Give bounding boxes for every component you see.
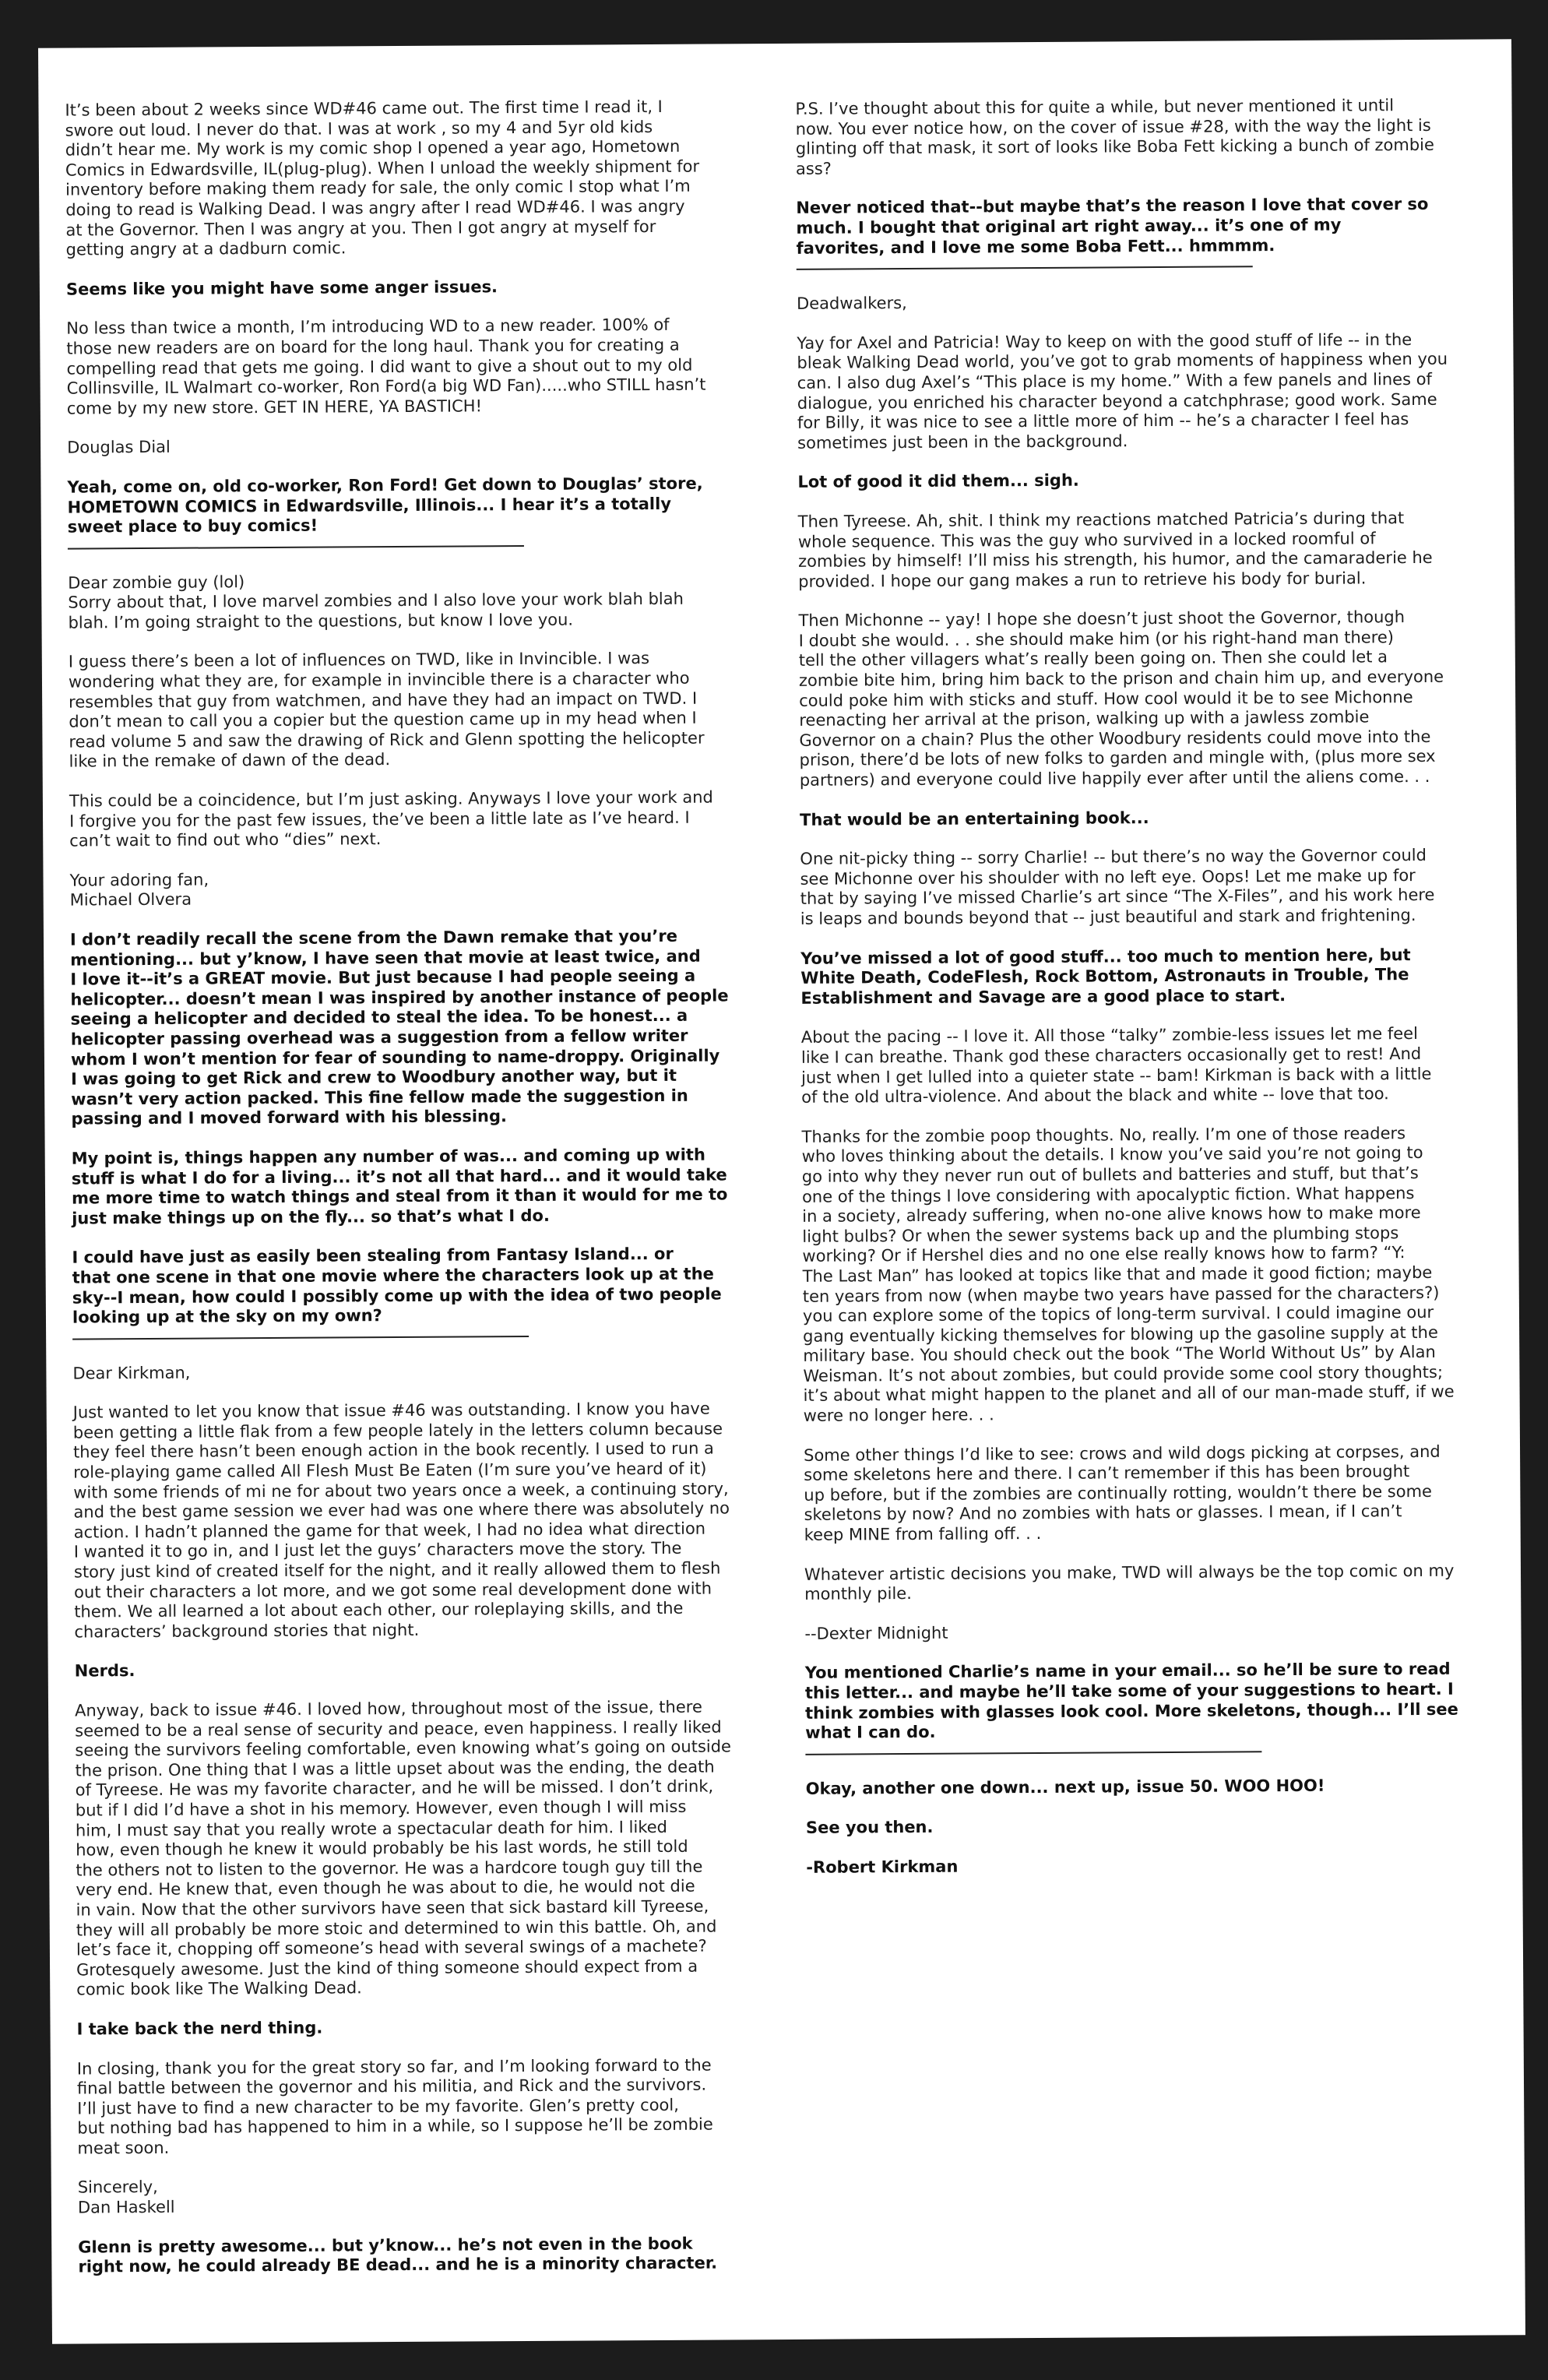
reader-letter-paragraph: Dear zombie guy (lol) Sorry about that, I love marvel zombies and I also love your work blah blah blah. I’m going straight to the questions, but know I love you. — [68, 572, 684, 632]
reader-letter-paragraph: Thanks for the zombie poop thoughts. No, really. I’m one of those readers who loves thinking about the details. I know you’ve said you’re not going to go into why they never run out of bullets and batteries and stuff, but that’s one of the things I love considering with apocalyptic fiction. What happens in a society, already suffering, when no-one alive knows how to make more light bulbs? Or when the sewer systems back up and the plumbing stops working? Or if Hershel dies and no one else really knows how to farm? “Y: The Last Man” has looked at topics like that and made it good fiction; maybe ten years from now (when maybe two years have passed for the characters?) you can explore some of the topics of long-term survival. I could imagine our gang eventually kicking themselves for blowing up the gasoline supply at the military base. You should check out the book “The World Without Us” by Alan Weisman. It’s not about zombies, but could provide some cool story thoughts; it’s about what might happen to the planet and all of our man-made stuff, if we were no longer here. . . — [801, 1123, 1455, 1425]
editor-response: Seems like you might have some anger issues. — [65, 276, 498, 299]
editor-response: Never noticed that--but maybe that’s the reason I love that cover so much. I bought that original art right away... it’s one of my favorites, and I love me some Boba Fett... hmmmm. — [796, 195, 1429, 258]
editor-response: I take back the nerd thing. — [76, 2018, 323, 2039]
right-column — [795, 95, 1507, 1897]
section-divider — [797, 266, 1253, 270]
reader-letter-paragraph: Douglas Dial — [67, 438, 171, 457]
section-divider — [68, 545, 524, 550]
reader-letter-paragraph: No less than twice a month, I’m introducing WD to a new reader. 100% of those new readers are on board for the long haul. Thank you for creating a compelling read that gets me going. I did want to give a shout out to my old Collinsville, IL Walmart co-worker, Ron Ford(a big WD Fan).....who STILL hasn’t come by my new store. GET IN HERE, YA BASTICH! — [66, 315, 706, 418]
editor-response: See you then. — [805, 1818, 934, 1838]
reader-letter-paragraph: Yay for Axel and Patricia! Way to keep on with the good stuff of life -- in the bleak Walking Dead world, you’ve got to grab moments of happiness when you can. I also dug Axel’s “This place is my home.” With a few panels and lines of dialogue, you enriched his character beyond a catchphrase; good work. Same for Billy, it was nice to see a little more of him -- he’s a character I feel has sometimes just been in the background. — [797, 329, 1448, 452]
letters-page — [38, 39, 1525, 2344]
editor-response: Yeah, come on, old co-worker, Ron Ford! Get down to Douglas’ store, HOMETOWN COMICS in Edwardsville, Illinois... I hear it’s a totally sweet place to buy comics! — [67, 474, 703, 537]
editor-response: Okay, another one down... next up, issue 50. WOO HOO! — [805, 1776, 1325, 1798]
reader-letter-paragraph: P.S. I’ve thought about this for quite a while, but never mentioned it until now. You ever notice how, on the cover of issue #28, with the way the light is glinting off that mask, it sort of looks like Boba Fett kicking a bunch of zombie ass? — [795, 96, 1434, 178]
reader-letter-paragraph: Some other things I’d like to see: crows and wild dogs picking at corpses, and some skeletons here and there. I can’t remember if this has been brought up before, but if the zombies are continually rotting, wouldn’t there be some skeletons by now? And no zombies with hats or glasses. I mean, if I can’t keep MINE from falling off. . . — [803, 1442, 1441, 1544]
reader-letter-paragraph: Sincerely, Dan Haskell — [77, 2178, 175, 2217]
editor-response: That would be an entertaining book... — [800, 808, 1149, 829]
reader-letter-paragraph: Then Michonne -- yay! I hope she doesn’t just shoot the Governor, though I doubt she would. . . she should make him (or his right-hand man there) tell the other villagers what’s really been going on. Then she could let a zombie bite him, bring him back to the prison and chain him up, and everyone could poke him with sticks and stuff. How cool would it be to see Michonne reenacting her arrival at the prison, walking up with a jawless zombie Governor on a chain? Plus the other Woodbury residents could move into the prison, there’d be lots of new folks to garden and mingle with, (plus more sex partners) and everyone could live happily ever after until the aliens come. . . — [798, 607, 1444, 790]
reader-letter-paragraph: Anyway, back to issue #46. I loved how, throughout most of the issue, there seemed to be a real sense of security and peace, even happiness. I really liked seeing the survivors feeling comfortable, even knowing what’s going on outside the prison. One thing that I was a little upset about was the ending, the death of Tyreese. He was my favorite character, and he will be missed. I don’t drink, but if I did I’d have a shot in his memory. However, even though I will miss him, I must say that you really wrote a spectacular death for him. I liked how, even though he knew it would probably be his last words, he still told the others not to listen to the governor. He was a hardcore tough guy till the very end. He knew that, even though he was about to die, he would not die in vain. Now that the other survivors have seen that sick bastard kill Tyreese, they will all probably be more stoic and determined to win this battle. Oh, and let’s face it, chopping off someone’s head with several swings of a machete? Grotesquely awesome. Just the kind of thing someone should expect from a comic book like The Walking Dead. — [74, 1697, 732, 1999]
editor-response: Lot of good it did them... sigh. — [797, 470, 1079, 492]
reader-letter-paragraph: Deadwalkers, — [796, 294, 907, 314]
reader-letter-paragraph: It’s been about 2 weeks since WD#46 came out. The first time I read it, I swore out loud. I never do that. I was at work , so my 4 and 5yr old kids didn’t hear me. My work is my comic shop I opened a year ago, Hometown Comics in Edwardsville, IL(plug-plug). When I unload the weekly shipment for inventory before making them ready for sale, the only comic I stop what I’m doing to read is Walking Dead. I was angry after I read WD#46. I was angry at the Governor. Then I was angry at you. Then I got angry at myself for getting angry at a dadburn comic. — [65, 97, 700, 259]
editor-response: I don’t readily recall the scene from the Dawn remake that you’re mentioning... but y’know, I have seen that movie at least twice, and I love it--it’s a GREAT movie. But just because I had people seeing a helicopter... doesn’t mean I was inspired by another instance of people seeing a helicopter and decided to steal the idea. To be honest... a helicopter passing overhead was a suggestion from a fellow writer whom I won’t mention for fear of sounding to name-droppy. Originally I was going to get Rick and crew to Woodbury another way, but it wasn’t very action packed. This fine fellow made the suggestion in passing and I moved forward with his blessing. — [69, 926, 729, 1128]
reader-letter-paragraph: About the pacing -- I love it. All those “talky” zombie-less issues let me feel like I can breathe. Thank god these characters occasionally get to rest! And just when I get lulled into a quieter state -- bam! Kirkman is back with a little of the old ultra-violence. And about the black and white -- love that too. — [800, 1024, 1432, 1107]
reader-letter-paragraph: In closing, thank you for the great story so far, and I’m looking forward to the final battle between the governor and his militia, and Rick and the survivors. I’ll just have to find a new character to be my favorite. Glen’s pretty cool, but nothing bad has happened to him in a while, so I suppose he’ll be zombie meat soon. — [76, 2055, 713, 2158]
editor-response: You mentioned Charlie’s name in your email... so he’ll be sure to read this letter... and maybe he’ll take some of your suggestions to heart. I think zombies with glasses look cool. More skeletons, though... I’ll see what I can do. — [804, 1660, 1458, 1743]
editor-response: My point is, things happen any number of was... and coming up with stuff is what I do for a living... it’s not all that hard... and it would take me more time to watch things and steal from it than it would for me to just make things up on the fly... so that’s what I do. — [71, 1145, 728, 1228]
reader-letter-paragraph: This could be a coincidence, but I’m just asking. Anyways I love your work and I forgive you for the past few issues, the’ve been a little late as I’ve heard. I can’t wait to find out who “dies” next. — [69, 787, 713, 850]
reader-letter-paragraph: One nit-picky thing -- sorry Charlie! -- but there’s no way the Governor could see Michonne over his shoulder with no left eye. Oops! Let me make up for that by saying I’ve missed Charlie’s art since “The X-Files”, and his work here is leaps and bounds beyond that -- just beautiful and stark and frightening. — [800, 846, 1435, 928]
editor-response: Nerds. — [74, 1661, 135, 1681]
reader-letter-paragraph: --Dexter Midnight — [804, 1623, 948, 1643]
reader-letter-paragraph: Your adoring fan, Michael Olvera — [69, 870, 209, 910]
section-divider — [805, 1751, 1261, 1755]
reader-letter-paragraph: I guess there’s been a lot of influences on TWD, like in Invincible. I was wondering what they are, for example in invincible there is a character who resembles that guy from watchmen, and have they had an impact on TWD. I don’t mean to call you a copier but the question came up in my head when I read volume 5 and saw the drawing of Rick and Glenn spotting the helicopter like in the remake of dawn of the dead. — [68, 649, 705, 772]
reader-letter-paragraph: Then Tyreese. Ah, shit. I think my reactions matched Patricia’s during that whole sequence. This was the guy who survived in a locked roomful of zombies by himself! I’ll miss his strength, his humor, and the camaraderie he provided. I hope our gang makes a run to retrieve his body for burial. — [797, 509, 1433, 591]
reader-letter-paragraph: Just wanted to let you know that issue #46 was outstanding. I know you have been getting a little flak from a few people lately in the letters column because they feel there hasn’t been enough action in the book recently. I used to run a role-playing game called All Flesh Must Be Eaten (I’m sure you’ve heard of it) with some friends of mi ne for about two years once a week, a continuing story, and the best game session we ever had was one where there was absolutely no action. I hadn’t planned the game for that week, I had no idea what direction I wanted it to go in, and I just let the guys’ characters move the story. The story just kind of created itself for the night, and it really allowed them to flesh out their characters a lot more, and we got some real development done with them. We all learned a lot about each other, our roleplaying skills, and the characters’ background stories that night. — [72, 1399, 730, 1642]
reader-letter-paragraph: Whatever artistic decisions you make, TWD will always be the top comic on my monthly pile. — [804, 1561, 1455, 1604]
left-column — [65, 97, 794, 2297]
editor-response: Glenn is pretty awesome... but y’know... he’s not even in the book right now, he could already BE dead... and he is a minority character. — [78, 2234, 718, 2276]
editor-response: -Robert Kirkman — [806, 1857, 959, 1877]
editor-response: I could have just as easily been stealing from Fantasy Island... or that one scene in that one movie where the characters look up at the sky--I mean, how could I possibly come up with the idea of two people looking up at the sky on my own? — [72, 1245, 722, 1327]
section-divider — [72, 1336, 529, 1340]
reader-letter-paragraph: Dear Kirkman, — [72, 1363, 191, 1383]
editor-response: You’ve missed a lot of good stuff... too much to mention here, but White Death, CodeFlesh, Rock Bottom, Astronauts in Trouble, The Establishment and Savage are a good place to start. — [800, 945, 1411, 1008]
